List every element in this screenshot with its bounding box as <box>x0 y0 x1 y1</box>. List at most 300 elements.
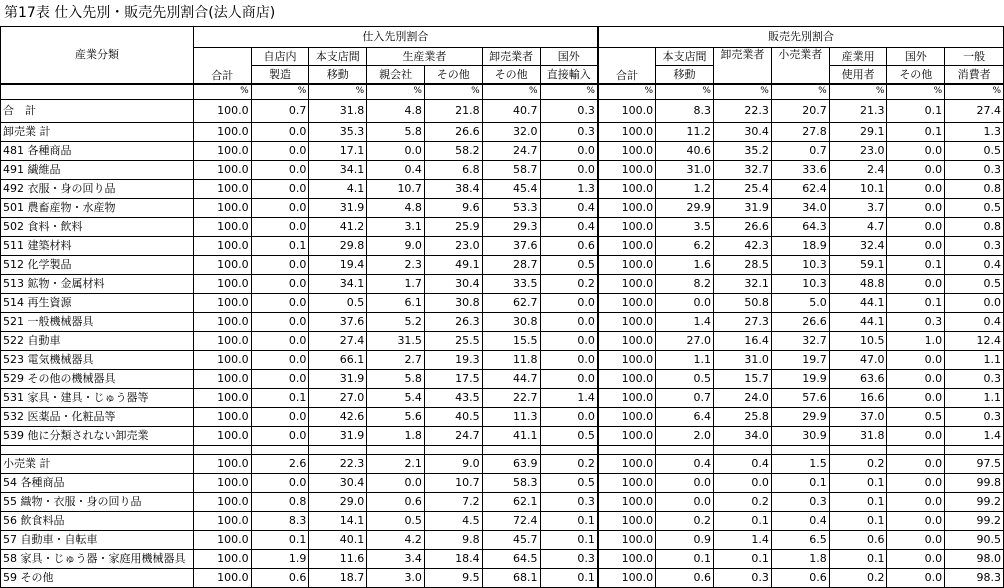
value-cell: 19.7 <box>771 351 829 370</box>
value-cell: 30.8 <box>482 313 540 332</box>
value-cell: 0.1 <box>713 550 771 569</box>
value-cell: 6.5 <box>771 531 829 550</box>
value-cell: 21.8 <box>424 100 482 123</box>
producer-group-header: 生産業者 <box>367 48 482 66</box>
table-row <box>1 455 1004 474</box>
value-cell: 41.2 <box>309 218 367 237</box>
value-cell: 100.0 <box>193 123 251 142</box>
value-cell: 0.0 <box>887 550 945 569</box>
p-wholesale-header-2: その他 <box>482 66 540 85</box>
value-cell: 0.0 <box>367 474 425 493</box>
value-cell: 0.5 <box>887 408 945 427</box>
p-import-header-2: 直接輸入 <box>540 66 598 85</box>
value-cell: 4.8 <box>367 100 425 123</box>
value-cell: 100.0 <box>193 161 251 180</box>
value-cell: 0.5 <box>540 427 598 446</box>
value-cell: 0.5 <box>540 474 598 493</box>
value-cell: 100.0 <box>193 218 251 237</box>
table-row <box>1 237 1004 256</box>
value-cell: 100.0 <box>598 237 656 256</box>
value-cell: 100.0 <box>193 142 251 161</box>
row-label: 59 その他 <box>1 569 194 588</box>
value-cell: 0.0 <box>540 332 598 351</box>
p-wholesale-header-1: 卸売業者 <box>482 48 540 66</box>
value-cell: 19.4 <box>309 256 367 275</box>
value-cell: 0.5 <box>656 370 714 389</box>
value-cell: 100.0 <box>598 531 656 550</box>
value-cell: 100.0 <box>193 275 251 294</box>
row-label: 513 鉱物・金属材料 <box>1 275 194 294</box>
value-cell: 98.3 <box>945 569 1004 588</box>
value-cell: 32.7 <box>713 161 771 180</box>
value-cell: 0.0 <box>251 218 309 237</box>
value-cell: 0.0 <box>251 408 309 427</box>
unit-cell: % <box>829 84 887 100</box>
value-cell: 100.0 <box>598 161 656 180</box>
value-cell: 3.7 <box>829 199 887 218</box>
value-cell: 100.0 <box>598 275 656 294</box>
value-cell: 0.6 <box>771 569 829 588</box>
s-consumer-header-2: 消費者 <box>945 66 1004 85</box>
table-row <box>1 493 1004 512</box>
value-cell: 100.0 <box>193 408 251 427</box>
value-cell: 4.1 <box>309 180 367 199</box>
row-label: 481 各種商品 <box>1 142 194 161</box>
value-cell: 0.9 <box>656 531 714 550</box>
value-cell: 0.3 <box>771 493 829 512</box>
value-cell: 0.5 <box>945 142 1004 161</box>
value-cell: 0.6 <box>829 531 887 550</box>
value-cell: 25.8 <box>713 408 771 427</box>
value-cell: 99.2 <box>945 512 1004 531</box>
value-cell: 100.0 <box>598 474 656 493</box>
value-cell: 21.3 <box>829 100 887 123</box>
value-cell: 30.4 <box>309 474 367 493</box>
table-row <box>1 142 1004 161</box>
value-cell: 0.0 <box>540 313 598 332</box>
p-own-header-2: 製造 <box>251 66 309 85</box>
value-cell: 5.2 <box>367 313 425 332</box>
page-title: 第17表 仕入先別・販売先別割合(法人商店) <box>4 5 276 21</box>
row-label: 529 その他の機械器具 <box>1 370 194 389</box>
value-cell: 68.1 <box>482 569 540 588</box>
value-cell: 0.6 <box>656 569 714 588</box>
value-cell: 22.3 <box>713 100 771 123</box>
value-cell: 43.5 <box>424 389 482 408</box>
value-cell: 0.0 <box>887 275 945 294</box>
value-cell: 0.4 <box>771 512 829 531</box>
table-row <box>1 199 1004 218</box>
value-cell: 27.8 <box>771 123 829 142</box>
value-cell: 9.0 <box>367 237 425 256</box>
table-row <box>1 408 1004 427</box>
value-cell: 10.3 <box>771 256 829 275</box>
value-cell: 4.5 <box>424 512 482 531</box>
value-cell: 4.2 <box>367 531 425 550</box>
value-cell: 0.0 <box>887 199 945 218</box>
table-row <box>1 123 1004 142</box>
value-cell: 0.0 <box>251 294 309 313</box>
value-cell: 58.2 <box>424 142 482 161</box>
value-cell: 0.0 <box>251 474 309 493</box>
value-cell: 10.7 <box>367 180 425 199</box>
value-cell: 100.0 <box>193 351 251 370</box>
value-cell: 0.7 <box>656 389 714 408</box>
s-branch-header-2: 移動 <box>656 66 714 85</box>
value-cell: 49.1 <box>424 256 482 275</box>
value-cell: 10.7 <box>424 474 482 493</box>
value-cell: 100.0 <box>193 180 251 199</box>
value-cell: 30.9 <box>771 427 829 446</box>
row-label: 539 他に分類されない卸売業 <box>1 427 194 446</box>
table-row <box>1 474 1004 493</box>
value-cell: 9.6 <box>424 199 482 218</box>
value-cell: 40.5 <box>424 408 482 427</box>
value-cell: 11.6 <box>309 550 367 569</box>
value-cell: 0.1 <box>540 512 598 531</box>
value-cell: 0.0 <box>251 427 309 446</box>
p-other-header: その他 <box>424 66 482 85</box>
table-row <box>1 100 1004 123</box>
value-cell: 0.1 <box>887 100 945 123</box>
value-cell: 0.1 <box>251 389 309 408</box>
value-cell: 0.2 <box>829 455 887 474</box>
value-cell: 0.0 <box>540 294 598 313</box>
value-cell: 23.0 <box>829 142 887 161</box>
value-cell: 0.1 <box>887 123 945 142</box>
value-cell: 0.8 <box>945 180 1004 199</box>
value-cell: 27.0 <box>656 332 714 351</box>
value-cell: 11.8 <box>482 351 540 370</box>
value-cell: 1.8 <box>771 550 829 569</box>
value-cell: 99.2 <box>945 493 1004 512</box>
spacer-cell <box>945 446 1004 455</box>
value-cell: 0.0 <box>713 474 771 493</box>
spacer-cell <box>771 446 829 455</box>
value-cell: 100.0 <box>598 313 656 332</box>
row-label: 531 家具・建具・じゅう器等 <box>1 389 194 408</box>
value-cell: 100.0 <box>598 427 656 446</box>
value-cell: 40.6 <box>656 142 714 161</box>
purchase-group-header: 仕入先別割合 <box>193 27 597 48</box>
value-cell: 3.1 <box>367 218 425 237</box>
value-cell: 0.4 <box>367 161 425 180</box>
value-cell: 0.0 <box>251 199 309 218</box>
value-cell: 0.0 <box>887 455 945 474</box>
spacer-cell <box>251 446 309 455</box>
value-cell: 27.4 <box>309 332 367 351</box>
value-cell: 0.6 <box>540 237 598 256</box>
value-cell: 30.4 <box>713 123 771 142</box>
value-cell: 0.0 <box>887 493 945 512</box>
value-cell: 38.4 <box>424 180 482 199</box>
value-cell: 50.8 <box>713 294 771 313</box>
value-cell: 29.9 <box>771 408 829 427</box>
value-cell: 100.0 <box>193 493 251 512</box>
value-cell: 15.5 <box>482 332 540 351</box>
value-cell: 0.0 <box>251 180 309 199</box>
p-import-header-1: 国外 <box>540 48 598 66</box>
value-cell: 0.0 <box>887 218 945 237</box>
row-label: 511 建築材料 <box>1 237 194 256</box>
s-foreign-header-1: 国外 <box>887 48 945 66</box>
value-cell: 100.0 <box>193 474 251 493</box>
value-cell: 3.0 <box>367 569 425 588</box>
value-cell: 6.1 <box>367 294 425 313</box>
table-row <box>1 389 1004 408</box>
value-cell: 2.0 <box>656 427 714 446</box>
row-label: 58 家具・じゅう器・家庭用機械器具 <box>1 550 194 569</box>
value-cell: 63.6 <box>829 370 887 389</box>
table-row <box>1 256 1004 275</box>
value-cell: 0.0 <box>251 256 309 275</box>
value-cell: 32.1 <box>713 275 771 294</box>
value-cell: 100.0 <box>193 332 251 351</box>
value-cell: 2.1 <box>367 455 425 474</box>
value-cell: 0.3 <box>945 237 1004 256</box>
value-cell: 0.2 <box>829 569 887 588</box>
value-cell: 58.7 <box>482 161 540 180</box>
value-cell: 11.2 <box>656 123 714 142</box>
value-cell: 100.0 <box>193 100 251 123</box>
value-cell: 5.6 <box>367 408 425 427</box>
value-cell: 0.0 <box>887 569 945 588</box>
value-cell: 1.5 <box>771 455 829 474</box>
value-cell: 57.6 <box>771 389 829 408</box>
value-cell: 24.0 <box>713 389 771 408</box>
value-cell: 0.0 <box>887 142 945 161</box>
value-cell: 100.0 <box>598 100 656 123</box>
s-total-header: 合計 <box>598 48 656 85</box>
value-cell: 28.7 <box>482 256 540 275</box>
value-cell: 1.4 <box>540 389 598 408</box>
value-cell: 100.0 <box>598 408 656 427</box>
unit-cell: % <box>598 84 656 100</box>
value-cell: 0.1 <box>540 531 598 550</box>
row-label: 491 繊維品 <box>1 161 194 180</box>
s-foreign-header-2: その他 <box>887 66 945 85</box>
value-cell: 26.6 <box>424 123 482 142</box>
sales-group-header: 販売先別割合 <box>598 27 1004 48</box>
value-cell: 0.3 <box>540 550 598 569</box>
table-row <box>1 427 1004 446</box>
spacer-cell <box>482 446 540 455</box>
value-cell: 100.0 <box>598 550 656 569</box>
unit-cell: % <box>309 84 367 100</box>
value-cell: 4.7 <box>829 218 887 237</box>
value-cell: 0.0 <box>887 531 945 550</box>
spacer-row <box>1 446 1004 455</box>
value-cell: 1.0 <box>887 332 945 351</box>
row-label: 523 電気機械器具 <box>1 351 194 370</box>
value-cell: 0.0 <box>887 370 945 389</box>
value-cell: 0.0 <box>887 427 945 446</box>
value-cell: 0.1 <box>713 512 771 531</box>
row-label: 512 化学製品 <box>1 256 194 275</box>
spacer-cell <box>598 446 656 455</box>
value-cell: 1.4 <box>945 427 1004 446</box>
value-cell: 0.3 <box>713 569 771 588</box>
value-cell: 31.9 <box>309 427 367 446</box>
value-cell: 25.9 <box>424 218 482 237</box>
value-cell: 100.0 <box>193 389 251 408</box>
spacer-cell <box>656 446 714 455</box>
value-cell: 100.0 <box>193 256 251 275</box>
value-cell: 0.1 <box>829 474 887 493</box>
value-cell: 100.0 <box>193 294 251 313</box>
table-row <box>1 218 1004 237</box>
value-cell: 100.0 <box>598 389 656 408</box>
unit-cell: % <box>887 84 945 100</box>
value-cell: 10.3 <box>771 275 829 294</box>
value-cell: 0.0 <box>887 474 945 493</box>
value-cell: 16.6 <box>829 389 887 408</box>
value-cell: 0.5 <box>540 256 598 275</box>
value-cell: 64.5 <box>482 550 540 569</box>
value-cell: 0.3 <box>540 123 598 142</box>
value-cell: 0.0 <box>540 142 598 161</box>
value-cell: 31.9 <box>309 370 367 389</box>
value-cell: 25.5 <box>424 332 482 351</box>
value-cell: 17.1 <box>309 142 367 161</box>
value-cell: 0.0 <box>887 180 945 199</box>
value-cell: 100.0 <box>598 512 656 531</box>
value-cell: 6.2 <box>656 237 714 256</box>
value-cell: 0.5 <box>945 275 1004 294</box>
p-branch-header-2: 移動 <box>309 66 367 85</box>
value-cell: 1.3 <box>945 123 1004 142</box>
value-cell: 0.1 <box>829 512 887 531</box>
value-cell: 58.3 <box>482 474 540 493</box>
value-cell: 2.3 <box>367 256 425 275</box>
value-cell: 0.0 <box>251 351 309 370</box>
value-cell: 32.7 <box>771 332 829 351</box>
value-cell: 1.2 <box>656 180 714 199</box>
table-body <box>1 84 1004 588</box>
value-cell: 100.0 <box>598 370 656 389</box>
value-cell: 0.6 <box>251 569 309 588</box>
value-cell: 100.0 <box>598 142 656 161</box>
value-cell: 1.1 <box>945 351 1004 370</box>
spacer-cell <box>540 446 598 455</box>
value-cell: 0.0 <box>251 370 309 389</box>
value-cell: 100.0 <box>193 370 251 389</box>
value-cell: 0.3 <box>945 161 1004 180</box>
value-cell: 100.0 <box>598 180 656 199</box>
value-cell: 40.1 <box>309 531 367 550</box>
value-cell: 0.1 <box>251 237 309 256</box>
value-cell: 99.8 <box>945 474 1004 493</box>
value-cell: 1.7 <box>367 275 425 294</box>
value-cell: 100.0 <box>598 569 656 588</box>
value-cell: 100.0 <box>193 427 251 446</box>
value-cell: 0.0 <box>540 351 598 370</box>
unit-cell: % <box>771 84 829 100</box>
value-cell: 29.1 <box>829 123 887 142</box>
value-cell: 90.5 <box>945 531 1004 550</box>
value-cell: 100.0 <box>598 294 656 313</box>
value-cell: 18.9 <box>771 237 829 256</box>
value-cell: 35.3 <box>309 123 367 142</box>
row-label: 492 衣服・身の回り品 <box>1 180 194 199</box>
value-cell: 1.4 <box>656 313 714 332</box>
unit-row <box>1 84 1004 100</box>
value-cell: 0.1 <box>540 569 598 588</box>
value-cell: 1.9 <box>251 550 309 569</box>
p-parent-header: 親会社 <box>367 66 425 85</box>
value-cell: 100.0 <box>598 351 656 370</box>
value-cell: 0.5 <box>309 294 367 313</box>
value-cell: 19.9 <box>771 370 829 389</box>
value-cell: 0.5 <box>367 512 425 531</box>
value-cell: 0.0 <box>540 370 598 389</box>
value-cell: 100.0 <box>193 512 251 531</box>
value-cell: 0.1 <box>771 474 829 493</box>
row-label: 502 食料・飲料 <box>1 218 194 237</box>
value-cell: 0.1 <box>829 550 887 569</box>
value-cell: 0.0 <box>367 142 425 161</box>
value-cell: 100.0 <box>193 455 251 474</box>
value-cell: 0.3 <box>945 408 1004 427</box>
row-label: 57 自動車・自転車 <box>1 531 194 550</box>
value-cell: 9.5 <box>424 569 482 588</box>
value-cell: 0.2 <box>656 512 714 531</box>
value-cell: 29.3 <box>482 218 540 237</box>
value-cell: 0.5 <box>945 199 1004 218</box>
row-label: 小売業 計 <box>1 455 194 474</box>
value-cell: 14.1 <box>309 512 367 531</box>
value-cell: 47.0 <box>829 351 887 370</box>
table-row <box>1 531 1004 550</box>
value-cell: 5.8 <box>367 370 425 389</box>
value-cell: 100.0 <box>598 455 656 474</box>
table-row <box>1 294 1004 313</box>
value-cell: 0.0 <box>656 294 714 313</box>
value-cell: 42.3 <box>713 237 771 256</box>
value-cell: 33.5 <box>482 275 540 294</box>
value-cell: 31.5 <box>367 332 425 351</box>
unit-cell: % <box>251 84 309 100</box>
table-row <box>1 370 1004 389</box>
spacer-cell <box>193 446 251 455</box>
table-row <box>1 161 1004 180</box>
table-header <box>1 27 1004 85</box>
value-cell: 24.7 <box>482 142 540 161</box>
table-row <box>1 275 1004 294</box>
value-cell: 32.0 <box>482 123 540 142</box>
value-cell: 100.0 <box>598 123 656 142</box>
value-cell: 29.9 <box>656 199 714 218</box>
value-cell: 100.0 <box>598 332 656 351</box>
row-label: 521 一般機械器具 <box>1 313 194 332</box>
value-cell: 0.0 <box>887 351 945 370</box>
value-cell: 31.0 <box>713 351 771 370</box>
row-label: 522 自動車 <box>1 332 194 351</box>
value-cell: 34.0 <box>771 199 829 218</box>
value-cell: 0.0 <box>540 408 598 427</box>
value-cell: 62.1 <box>482 493 540 512</box>
spacer-cell <box>713 446 771 455</box>
s-retail-header: 小売業者 <box>771 48 829 85</box>
value-cell: 12.4 <box>945 332 1004 351</box>
s-industrial-header-2: 使用者 <box>829 66 887 85</box>
value-cell: 18.4 <box>424 550 482 569</box>
value-cell: 32.4 <box>829 237 887 256</box>
unit-cell: % <box>656 84 714 100</box>
value-cell: 17.5 <box>424 370 482 389</box>
spacer-cell <box>1 446 194 455</box>
table-row <box>1 332 1004 351</box>
